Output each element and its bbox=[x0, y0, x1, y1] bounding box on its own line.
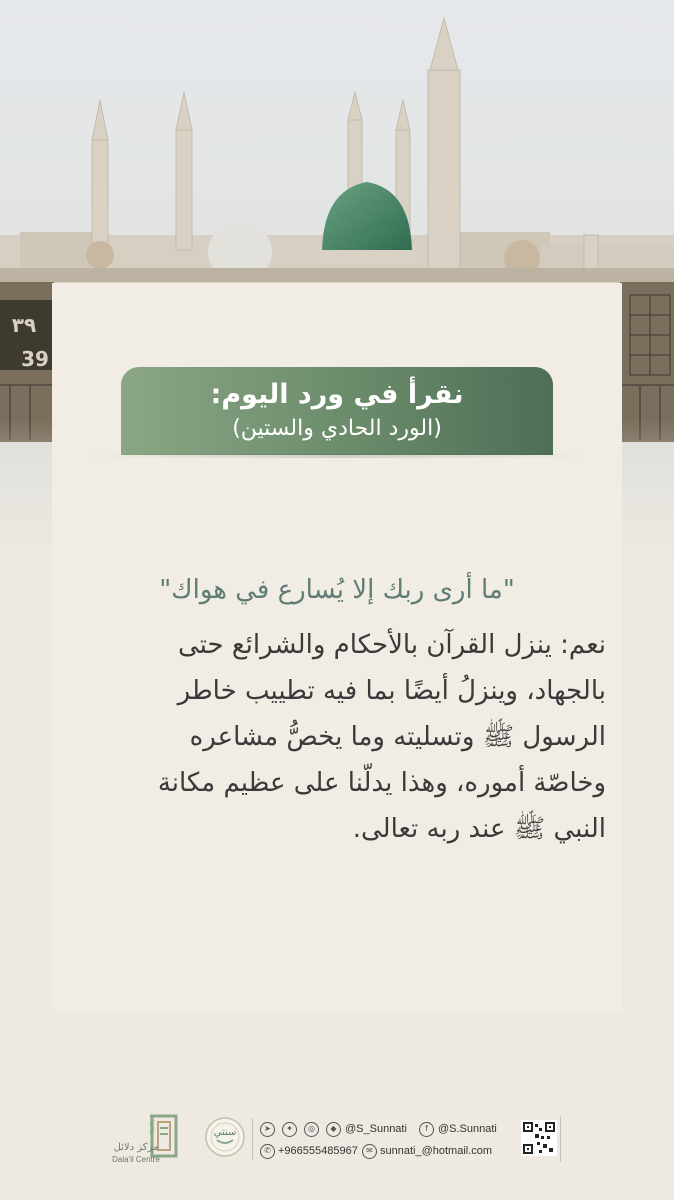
facebook-handle[interactable]: @S.Sunnati bbox=[438, 1123, 497, 1135]
seal-text: سنتي bbox=[213, 1127, 237, 1138]
facebook-icon: f bbox=[419, 1122, 434, 1137]
sign-number-ar: ٣٩ bbox=[11, 313, 37, 337]
whatsapp-icon: ✆ bbox=[260, 1144, 275, 1159]
qr-code-icon[interactable] bbox=[521, 1120, 557, 1156]
body-line: وخاصّة أموره، وهذا يدلّنا على عظيم مكانة bbox=[157, 768, 606, 798]
body-line: الرسول ﷺ وتسليته وما يخصُّ مشاعره bbox=[189, 722, 606, 752]
snapchat-icon: ◆ bbox=[326, 1122, 341, 1137]
banner-shadow bbox=[87, 454, 589, 458]
quote-text: "ما أرى ربك إلا يُسارع في هواك" bbox=[159, 575, 515, 605]
title-banner bbox=[121, 367, 553, 455]
logo-vertical-text: DALAIL bbox=[148, 1114, 154, 1135]
instagram-icon: ◎ bbox=[304, 1122, 319, 1137]
body-line: نعم: ينزل القرآن بالأحكام والشرائع حتى bbox=[177, 630, 606, 660]
footer-divider-right bbox=[560, 1116, 561, 1162]
footer bbox=[0, 1100, 674, 1200]
email-icon: ✉ bbox=[362, 1144, 377, 1159]
body-line: النبي ﷺ عند ربه تعالى. bbox=[352, 814, 606, 844]
logo-text-en: Dala'il Centre bbox=[112, 1155, 160, 1164]
footer-divider bbox=[252, 1118, 253, 1160]
logo-text-ar: مركز دلائل bbox=[113, 1142, 159, 1153]
phone-number[interactable]: +966555485967 bbox=[278, 1145, 358, 1157]
telegram-icon: ➤ bbox=[260, 1122, 275, 1137]
twitter-icon: ✦ bbox=[282, 1122, 297, 1137]
body-paragraph bbox=[76, 622, 606, 852]
social-handle[interactable]: @S_Sunnati bbox=[345, 1123, 407, 1135]
banner-subtitle: (الورد الحادي والستين) bbox=[232, 416, 442, 441]
email-address[interactable]: sunnati_@hotmail.com bbox=[380, 1145, 493, 1157]
banner-title: نقرأ في ورد اليوم: bbox=[210, 379, 464, 410]
sign-number-en: 39 bbox=[21, 347, 49, 371]
body-line: بالجهاد، وينزلُ أيضًا بما فيه تطييب خاطر bbox=[177, 676, 606, 706]
